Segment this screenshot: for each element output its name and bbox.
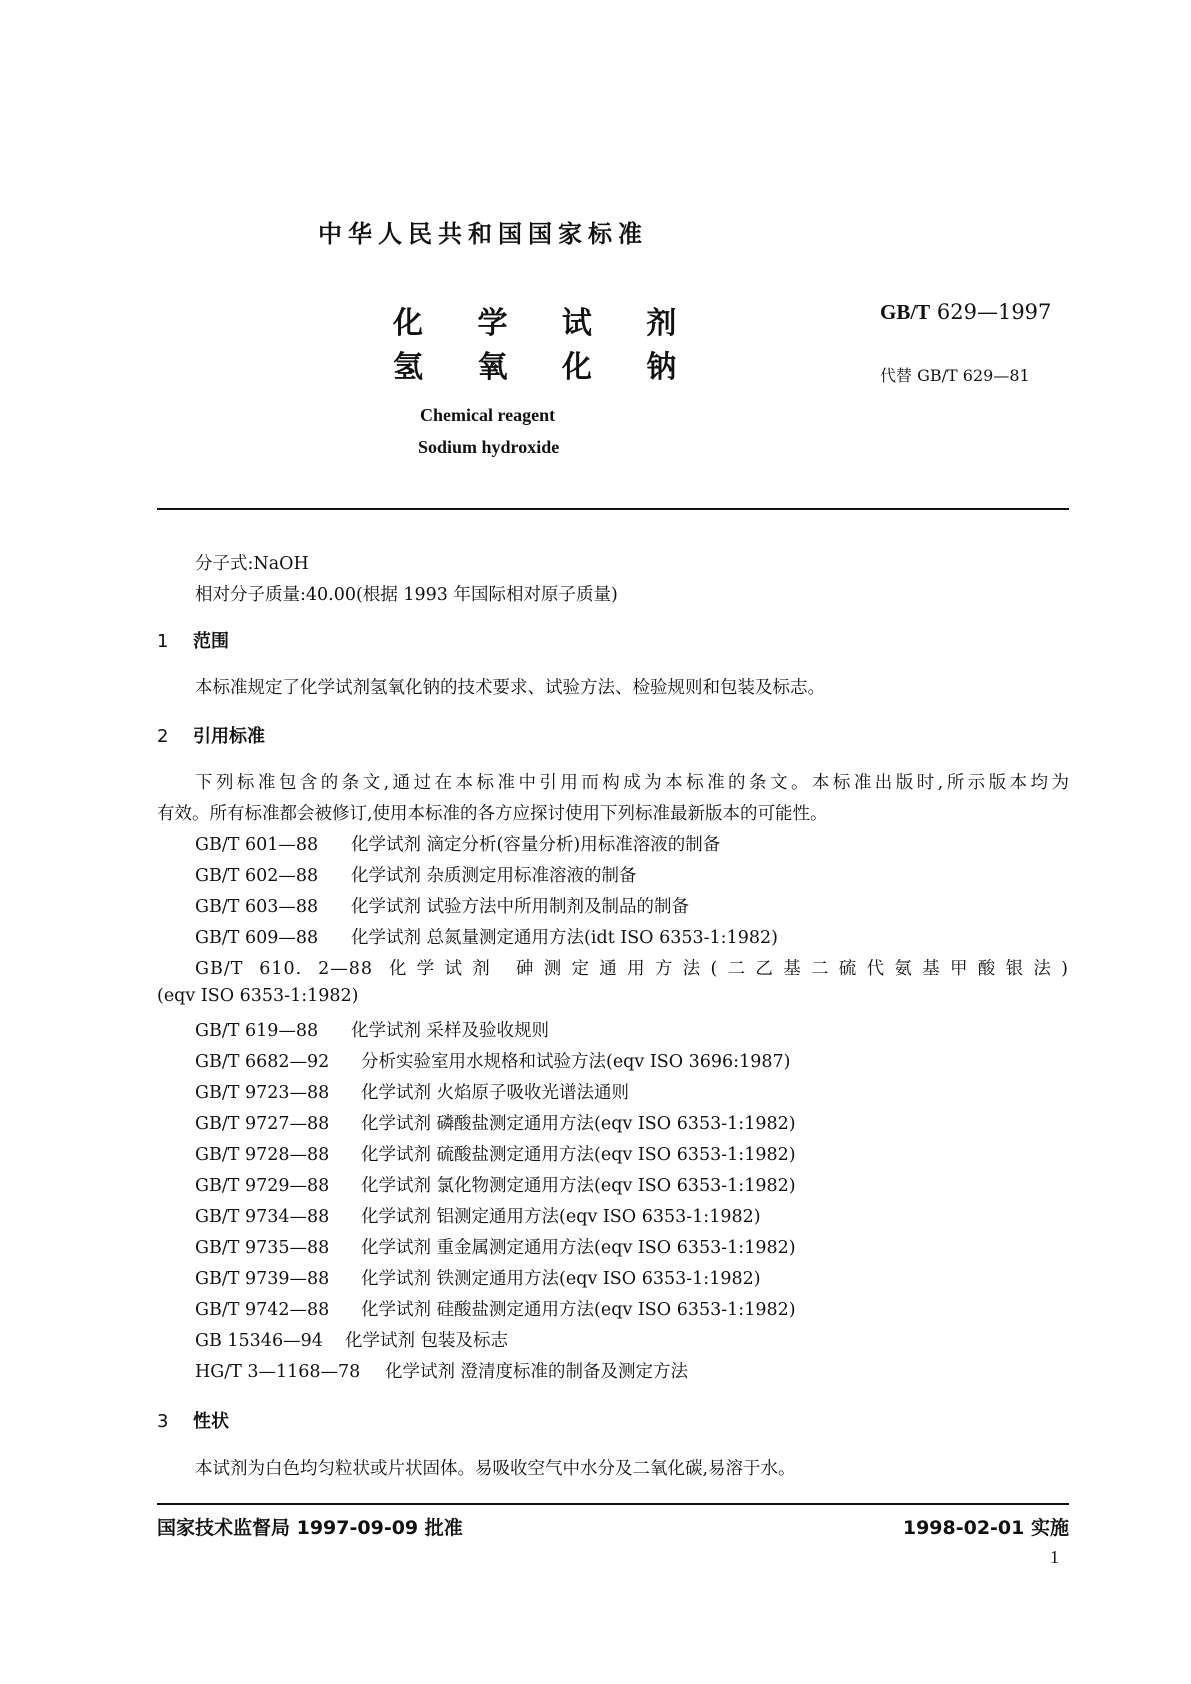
chinese-title-line2: 氢 氧 化 钠 [393, 350, 699, 385]
section-2-heading [157, 722, 265, 748]
reference-item [195, 1141, 796, 1166]
reference-title: 化学试剂 磷酸盐测定通用方法(eqv ISO 6353-1:1982) [361, 1114, 796, 1134]
reference-title: 化学试剂 滴定分析(容量分析)用标准溶液的制备 [351, 835, 721, 855]
reference-code: GB/T 602—88 [195, 866, 319, 886]
reference-code: GB/T 9729—88 [195, 1176, 330, 1196]
relative-molecular-mass: 相对分子质量:40.00(根据 1993 年国际相对原子质量) [195, 585, 618, 605]
english-title-line1: Chemical reagent [420, 405, 556, 425]
reference-title: 化学试剂 硫酸盐测定通用方法(eqv ISO 6353-1:1982) [361, 1145, 796, 1165]
section-1-number: 1 [157, 631, 169, 652]
reference-code: GB/T 6682—92 [195, 1052, 330, 1072]
approval-date: 国家技术监督局 1997-09-09 批准 [157, 1517, 463, 1539]
reference-title: 化学试剂 杂质测定用标准溶液的制备 [351, 866, 637, 886]
reference-item [195, 1234, 796, 1259]
reference-title: 化学试剂 氯化物测定通用方法(eqv ISO 6353-1:1982) [361, 1176, 796, 1196]
molecular-formula: 分子式:NaOH [195, 554, 309, 574]
reference-code: GB/T 9742—88 [195, 1300, 330, 1320]
reference-title: 化学试剂 铁测定通用方法(eqv ISO 6353-1:1982) [361, 1269, 761, 1289]
reference-item [195, 862, 637, 887]
reference-item-610-line1: GB/T 610. 2—88 化学试剂 砷测定通用方法(二乙基二硫代氨基甲酸银法) [195, 959, 1069, 979]
reference-title: 化学试剂 硅酸盐测定通用方法(eqv ISO 6353-1:1982) [361, 1300, 796, 1320]
page-number: 1 [1050, 1547, 1059, 1567]
reference-code: HG/T 3—1168—78 [195, 1362, 361, 1382]
section-1-heading [157, 627, 229, 653]
issuing-country-heading: 中华人民共和国国家标准 [318, 220, 648, 248]
section-1-text: 本标准规定了化学试剂氢氧化钠的技术要求、试验方法、检验规则和包装及标志。 [195, 678, 825, 698]
english-title-line2: Sodium hydroxide [418, 437, 560, 457]
reference-item [195, 831, 720, 856]
section-3-number: 3 [157, 1411, 169, 1432]
reference-item [195, 1265, 761, 1290]
reference-item [195, 1327, 508, 1352]
standard-number [880, 300, 1051, 325]
footer-divider [157, 1503, 1069, 1505]
section-3-heading [157, 1407, 229, 1433]
reference-item [195, 924, 778, 949]
reference-code: GB/T 619—88 [195, 1021, 319, 1041]
reference-code: GB/T 9734—88 [195, 1207, 330, 1227]
section-2-para-line1: 下列标准包含的条文,通过在本标准中引用而构成为本标准的条文。本标准出版时,所示版本均为 [195, 773, 1069, 793]
reference-title: 化学试剂 澄清度标准的制备及测定方法 [385, 1362, 689, 1382]
replaces-standard: 代替 GB/T 629—81 [880, 366, 1030, 385]
reference-item [195, 1358, 688, 1383]
header-divider [157, 508, 1069, 510]
reference-title: 化学试剂 试验方法中所用制剂及制品的制备 [351, 897, 690, 917]
standard-number-value: 629—1997 [936, 300, 1052, 324]
reference-code: GB/T 609—88 [195, 928, 319, 948]
reference-title: 化学试剂 采样及验收规则 [351, 1021, 550, 1041]
reference-item [195, 1172, 796, 1197]
reference-title: 化学试剂 铝测定通用方法(eqv ISO 6353-1:1982) [361, 1207, 761, 1227]
reference-title: 分析实验室用水规格和试验方法(eqv ISO 3696:1987) [361, 1052, 791, 1072]
reference-title: 化学试剂 重金属测定通用方法(eqv ISO 6353-1:1982) [361, 1238, 796, 1258]
reference-item [195, 1110, 796, 1135]
section-2-title: 引用标准 [193, 726, 265, 747]
section-3-title: 性状 [193, 1411, 229, 1432]
section-2-para-line2: 有效。所有标准都会被修订,使用本标准的各方应探讨使用下列标准最新版本的可能性。 [157, 804, 828, 824]
section-3-text: 本试剂为白色均匀粒状或片状固体。易吸收空气中水分及二氧化碳,易溶于水。 [195, 1459, 796, 1479]
reference-code: GB/T 9728—88 [195, 1145, 330, 1165]
reference-code: GB/T 601—88 [195, 835, 319, 855]
implementation-date: 1998-02-01 实施 [902, 1517, 1069, 1539]
chinese-title-line1: 化 学 试 剂 [393, 306, 699, 341]
reference-item [195, 1203, 761, 1228]
reference-title: 化学试剂 火焰原子吸收光谱法通则 [361, 1083, 630, 1103]
reference-title: 化学试剂 包装及标志 [345, 1331, 509, 1351]
reference-title: 化学试剂 总氮量测定通用方法(idt ISO 6353-1:1982) [351, 928, 778, 948]
section-1-title: 范围 [193, 631, 229, 652]
reference-code: GB/T 9739—88 [195, 1269, 330, 1289]
reference-item [195, 1296, 796, 1321]
reference-item [195, 893, 689, 918]
reference-code: GB/T 9735—88 [195, 1238, 330, 1258]
reference-item [195, 1017, 549, 1042]
reference-item-610-line2: (eqv ISO 6353-1:1982) [157, 986, 359, 1006]
reference-item [195, 1048, 790, 1073]
reference-code: GB 15346—94 [195, 1331, 323, 1351]
reference-item [195, 1079, 629, 1104]
reference-code: GB/T 603—88 [195, 897, 319, 917]
reference-code: GB/T 9727—88 [195, 1114, 330, 1134]
section-2-number: 2 [157, 726, 169, 747]
reference-code: GB/T 9723—88 [195, 1083, 330, 1103]
standard-prefix: GB/T [880, 300, 931, 324]
